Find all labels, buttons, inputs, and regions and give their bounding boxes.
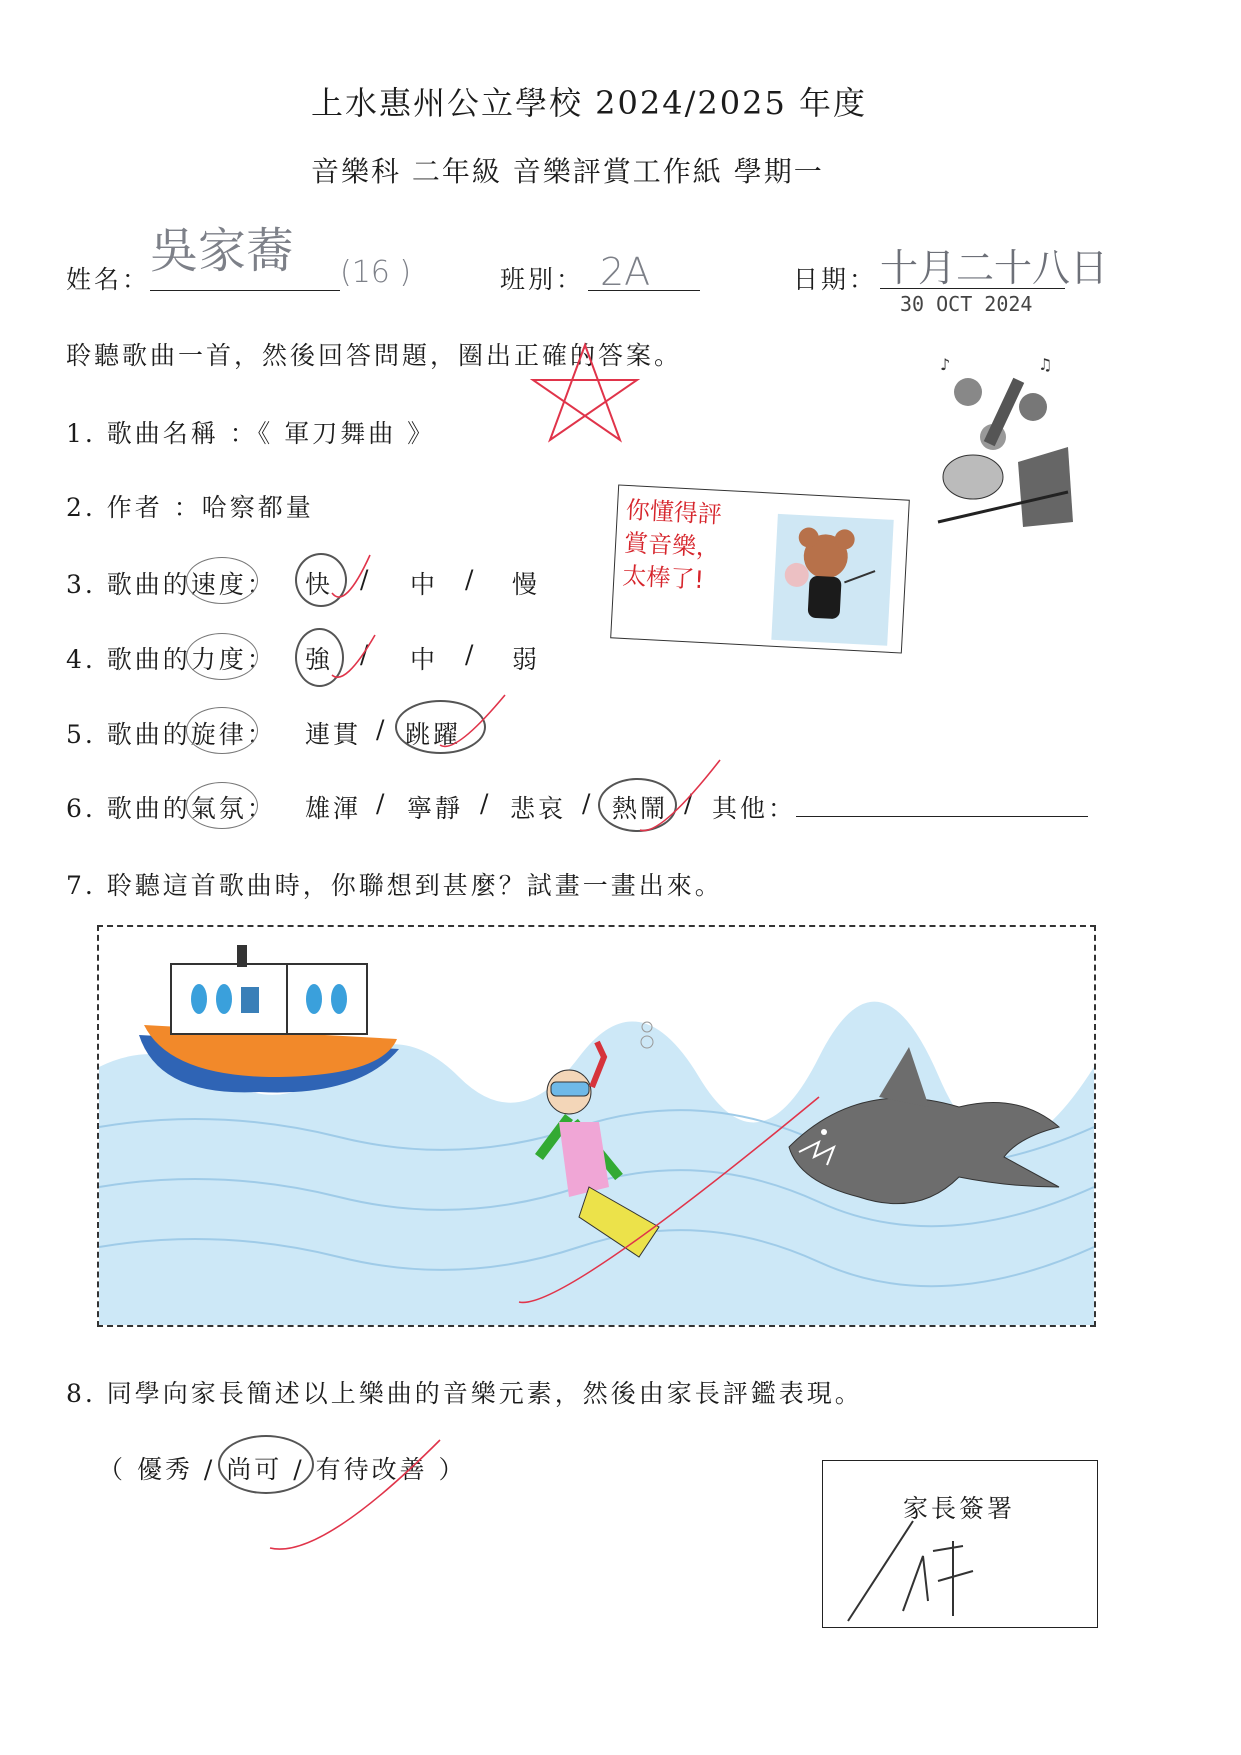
q1-label: 1. 歌曲名稱 ：《 軍刀舞曲 》	[66, 419, 436, 448]
svg-text:♪: ♪	[940, 355, 951, 374]
q6-option-majestic[interactable]: 雄渾	[305, 794, 362, 823]
q5-option-legato[interactable]: 連貫	[305, 720, 362, 749]
q6-label: 6. 歌曲的氣氛：	[66, 794, 275, 823]
q6-other-blank[interactable]	[796, 816, 1088, 817]
date-value: 十月二十八日	[880, 246, 1109, 290]
name-label: 姓名：	[66, 265, 151, 294]
q8-options[interactable]: （ 優秀 / 尚可 / 有待改善 ）	[98, 1455, 467, 1484]
sticker-text	[622, 494, 723, 598]
worksheet-subtitle: 音樂科 二年級 音樂評賞工作紙 學期一	[311, 155, 824, 188]
q6-option-sad[interactable]: 悲哀	[510, 794, 567, 823]
signature-label: 家長簽署	[903, 1494, 1016, 1523]
q3-label: 3. 歌曲的速度：	[66, 570, 275, 599]
q6-option-calm[interactable]: 寧靜	[407, 794, 464, 823]
q3-sep: /	[360, 565, 372, 594]
q5-keyword-circle	[186, 707, 258, 754]
student-number: (16 )	[340, 255, 412, 290]
q5-label: 5. 歌曲的旋律：	[66, 720, 275, 749]
red-star-mark	[525, 340, 645, 450]
school-title: 上水惠州公立學校 2024/2025 年度	[311, 84, 868, 122]
q3-sep: /	[465, 565, 477, 594]
q4-sep: /	[465, 640, 477, 669]
q3-keyword-circle	[186, 557, 258, 604]
date-label: 日期：	[793, 265, 878, 294]
svg-text:♫: ♫	[1038, 355, 1053, 374]
q4-sep: /	[360, 640, 372, 669]
q6-sep: /	[684, 789, 696, 818]
q6-option-lively[interactable]: 熱鬧	[612, 794, 669, 823]
date-stamp: 30 OCT 2024	[900, 292, 1033, 316]
drawing-box[interactable]	[97, 925, 1096, 1327]
q6-keyword-circle	[186, 782, 258, 829]
mouse-conductor-picture	[771, 514, 893, 646]
q8-label: 8. 同學向家長簡述以上樂曲的音樂元素，然後由家長評鑑表現。	[66, 1379, 863, 1408]
class-value: 2A	[600, 250, 651, 294]
sticker-line: 太棒了!	[621, 561, 705, 595]
q3-option-slow[interactable]: 慢	[512, 570, 541, 599]
q6-sep: /	[480, 789, 492, 818]
q4-option-weak[interactable]: 弱	[512, 645, 541, 674]
parent-signature-scribble	[843, 1511, 1083, 1623]
music-kids-illustration	[928, 352, 1078, 532]
parent-signature-box[interactable]	[822, 1460, 1098, 1628]
sticker-line: 賞音樂，	[623, 528, 721, 562]
q2-label: 2. 作者 ：哈察都量	[66, 493, 314, 522]
q4-option-medium[interactable]: 中	[410, 645, 439, 674]
q5-option-staccato[interactable]: 跳躍	[405, 720, 462, 749]
q6-sep: /	[582, 789, 594, 818]
class-label: 班別：	[500, 265, 585, 294]
child-drawing	[99, 927, 1094, 1325]
instruction-text: 聆聽歌曲一首，然後回答問題，圈出正確的答案。	[66, 341, 683, 370]
date-underline	[880, 288, 1065, 289]
class-underline	[588, 290, 700, 291]
name-underline	[150, 290, 340, 291]
q3-option-medium[interactable]: 中	[410, 570, 439, 599]
q5-sep: /	[376, 715, 388, 744]
q4-label: 4. 歌曲的力度：	[66, 645, 275, 674]
q6-sep: /	[376, 789, 388, 818]
q4-option-strong[interactable]: 強	[305, 645, 334, 674]
q4-keyword-circle	[186, 633, 258, 680]
q3-option-fast[interactable]: 快	[305, 570, 334, 599]
sticker-line: 你懂得評	[625, 495, 723, 529]
name-value: 吳家蕎	[150, 223, 295, 279]
q6-option-other[interactable]: 其他：	[712, 794, 797, 823]
praise-sticker	[610, 484, 910, 653]
q7-label: 7. 聆聽這首歌曲時，你聯想到甚麼？試畫一畫出來。	[66, 871, 723, 900]
q8-red-tick	[260, 1430, 480, 1560]
